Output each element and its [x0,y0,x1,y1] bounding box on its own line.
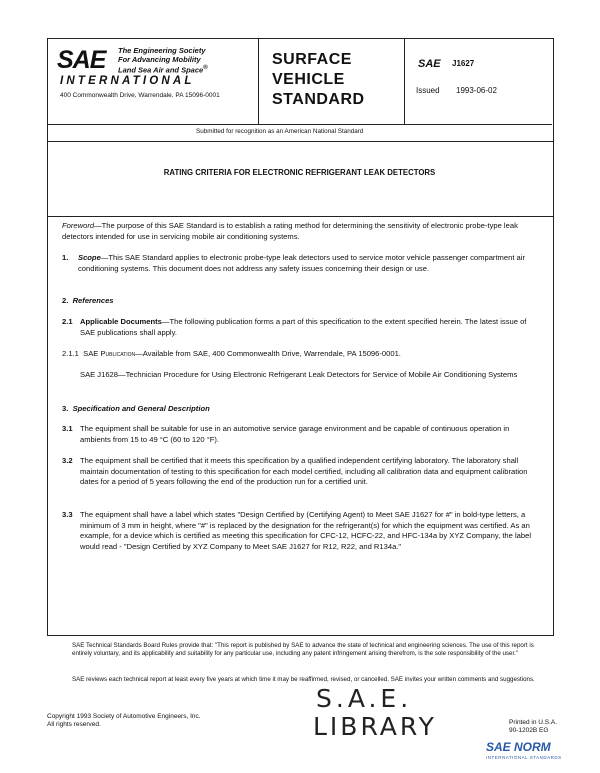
society-tagline: The Engineering Society For Advancing Mobility Land Sea Air and Space® [118,46,208,75]
issued-label: Issued [416,86,440,95]
address: 400 Commonwealth Drive, Warrendale, PA 15096-0001 [60,92,220,99]
section-2: 2. References [62,296,114,305]
library-stamp: LIBRARY [313,712,437,741]
review-note: SAE reviews each technical report at least every five years at which time it may be reaffirmed, revised, or cancelled. SAE invites your written comments and suggestions. [72,676,535,683]
foreword: Foreword—The purpose of this SAE Standard is to establish a rating method for determining the sensitivity of electronic probe-type leak detectors intended for use in servicing mobile air conditioning systems. [62,221,518,241]
reference-j1628: SAE J1628—Technician Procedure for Using Electronic Refrigerant Leak Detectors for Service of Mobile Air Conditioning Systems [80,370,518,379]
sae-norm-subtext: INTERNATIONAL STANDARDS [486,755,562,760]
library-stamp: S.A.E. [316,684,413,713]
document-title: RATING CRITERIA FOR ELECTRONIC REFRIGERANT LEAK DETECTORS [163,168,436,177]
header-divider [404,38,405,124]
copyright: Copyright 1993 Society of Automotive Engineers, Inc. All rights reserved. [47,713,201,728]
sae-norm-watermark: SAE NORM [486,740,551,754]
header-divider [47,124,552,125]
section-3: 3. Specification and General Description [62,404,210,413]
board-rules: SAE Technical Standards Board Rules provide that: "This report is published by SAE to advance the state of technical and engineering sciences. The use of this report is entirely voluntary, and its applicability and suitability for any particular use, including any patent infringement arising therefrom, is the sole responsibility of the user." [72,642,534,657]
section-1: 1. Scope—This SAE Standard applies to electronic probe-type leak detectors used to service motor vehicle passenger compartment air conditioning systems. This document does not address any safety issues concerning their design or use. [62,253,525,273]
sae-logo: SAE [57,46,106,74]
international-label: INTERNATIONAL [60,75,195,87]
section-3-3: 3.3 The equipment shall have a label which states "Design Certified by (Certifying Agent) to Meet SAE J1627 for #" in bold-type letters, a minimum of 3 mm in height, where "#" is replaced by the designation for the refrigerant(s) for which the equipment was certified. As an example, for a device which is certified as meeting this specification for CFC-12, HCFC-22, and HFC-134a by XYZ Company, the label would read - "Design Certified by XYZ Company to Meet SAE J1627 for R12, R22, and R134a." [62,510,532,551]
issued-date: 1993-06-02 [456,86,497,95]
doc-number: J1627 [452,59,475,68]
title-frame [47,140,554,217]
doc-type: SURFACE VEHICLE STANDARD [272,51,365,108]
sae-mark: SAE [418,58,441,70]
section-3-1: 3.1 The equipment shall be suitable for use in an automotive service garage environment and be capable of continuous operation in ambients from 15 to 49 °C (60 to 120 °F). [62,424,510,444]
section-2-1-1: 2.1.1 SAE Publication—Available from SAE, 400 Commonwealth Drive, Warrendale, PA 15096-0001. [62,349,401,358]
header-divider [258,38,259,124]
printed-info: Printed in U.S.A. 90-1202B EG [509,719,558,734]
section-3-2: 3.2 The equipment shall be certified that it meets this specification by a qualified independent certifying laboratory. The laboratory shall maintain documentation of testing to this specification for each model certified, including all calibration data and equipment calibration dates for a period of 5 years following the end of the production run for a certified unit. [62,456,528,486]
section-2-1: 2.1 Applicable Documents—The following publication forms a part of this specification to the extent specified herein. The latest issue of SAE publications shall apply. [62,317,527,337]
submitted-note: Submitted for recognition as an American National Standard [196,128,364,135]
